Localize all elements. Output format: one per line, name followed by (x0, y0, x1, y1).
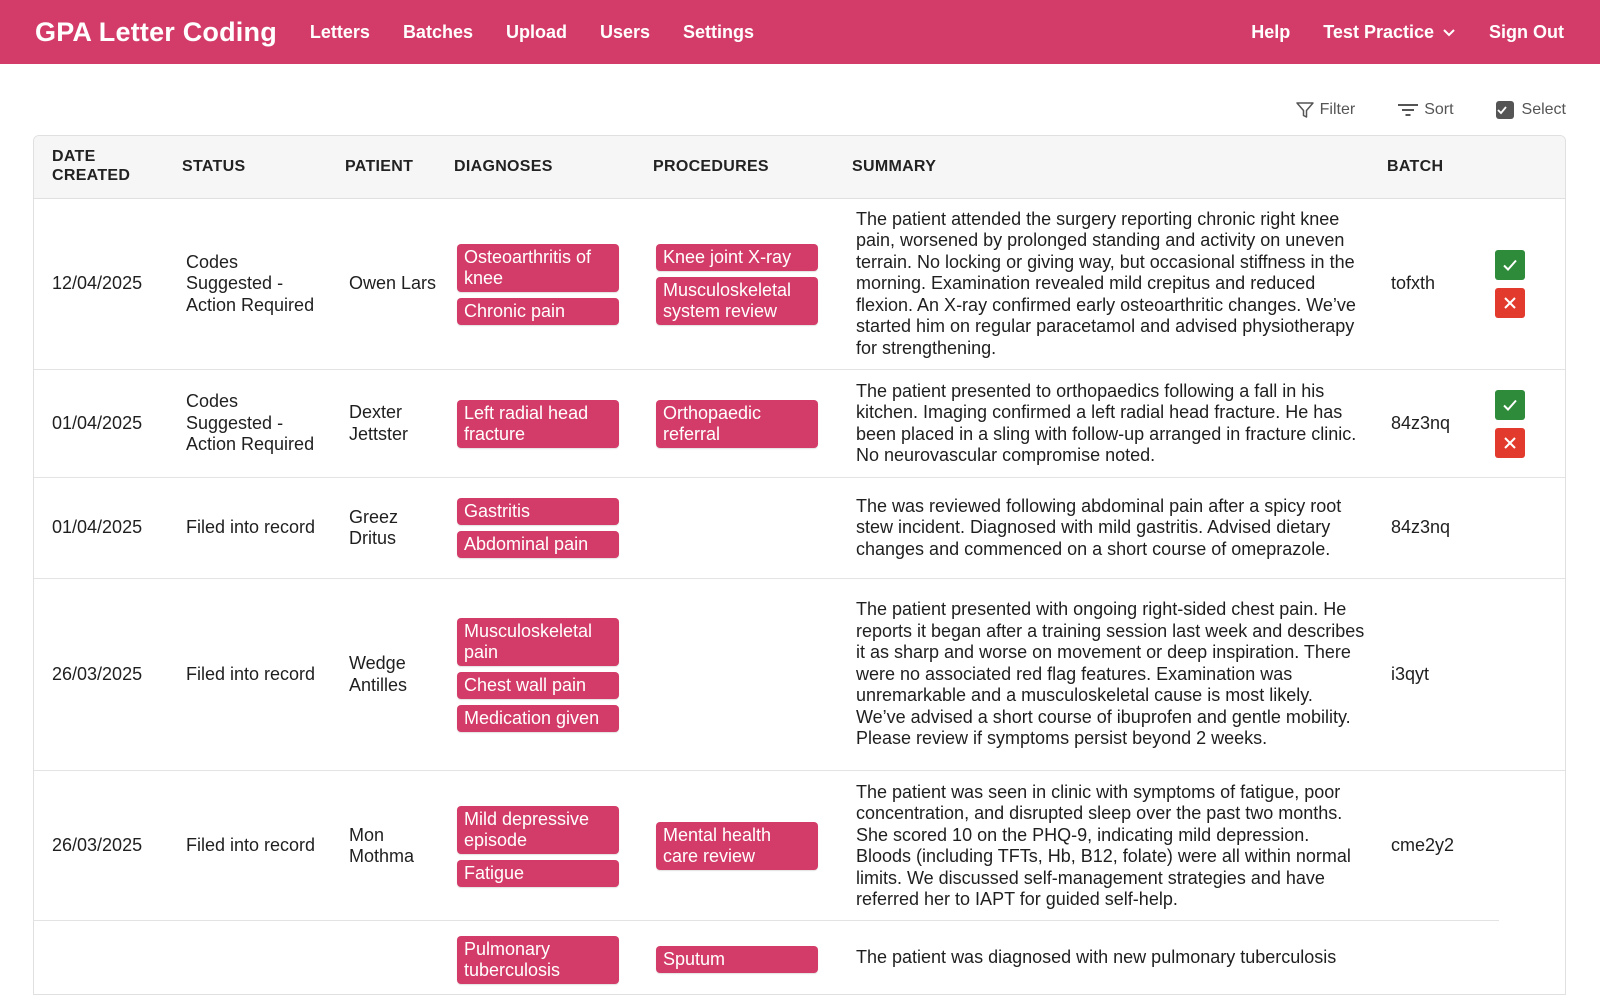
cell-procedures (656, 579, 818, 770)
cell-batch: cme2y2 (1391, 835, 1455, 856)
cell-actions (1492, 370, 1528, 477)
filter-button[interactable] (1295, 100, 1356, 120)
close-icon (1502, 435, 1518, 451)
checkmark-icon (1501, 396, 1519, 414)
diagnosis-tag[interactable]: Gastritis (457, 498, 619, 525)
nav-users[interactable]: Users (599, 21, 651, 42)
cell-summary: The patient was seen in clinic with symptoms of fatigue, poor concentration, and disrupted sleep over the past two months. She scored 10 on the PHQ-9, indicating mild depression. Bloods (including TFTs, Hb, B12, folate) were all within normal limits. We discussed self-management strategies and have referred her to IAPT for guided self-help. (856, 781, 1351, 909)
cell-patient: Mon Mothma (349, 824, 415, 866)
cell-batch: tofxth (1391, 273, 1436, 294)
cell-date: 12/04/2025 (52, 273, 143, 294)
diagnosis-tag[interactable]: Left radial head fracture (457, 400, 619, 448)
cell-procedures (656, 370, 818, 477)
cell-patient: Owen Lars (349, 273, 437, 294)
procedure-tag[interactable]: Orthopaedic referral (656, 400, 818, 448)
cell-diagnoses (457, 579, 619, 770)
cell-status: Filed into record (186, 517, 316, 538)
cell-summary: The was reviewed following abdominal pain after a spicy root stew incident. Diagnosed with mild gastritis. Advised dietary changes and commenced on a short course of omeprazole. (856, 495, 1342, 559)
chevron-down-icon (1442, 25, 1456, 39)
cell-patient: Wedge Antilles (349, 653, 408, 695)
cell-date: 01/04/2025 (52, 412, 143, 433)
cell-patient: Dexter Jettster (349, 402, 409, 444)
cell-patient: Greez Dritus (349, 506, 399, 548)
practice-dropdown[interactable] (1323, 22, 1456, 43)
cell-date: 26/03/2025 (52, 835, 143, 856)
cell-status: Filed into record (186, 663, 316, 684)
cell-summary: The patient presented with ongoing right-sided chest pain. He reports it began after a training session last week and describes it as sharp and worse on movement or deep inspiration. There were no associated red flag features. Examination was unremarkable and a musculoskeletal cause is most likely. We’ve advised a short course of ibuprofen and gentle mobility. Please review if symptoms persist beyond 2 weeks. (856, 599, 1365, 749)
cell-summary: The patient presented to orthopaedics following a fall in his kitchen. Imaging confirmed a left radial head fracture. He has been placed in a sling with follow-up arranged in fracture clinic. No neurovascular compromise noted. (856, 380, 1357, 465)
filter-label: Filter (1319, 101, 1356, 118)
reject-button[interactable] (1495, 428, 1525, 458)
table-row[interactable] (34, 771, 1565, 921)
cell-procedures (656, 199, 818, 369)
cell-actions (1492, 199, 1528, 369)
header-procedures[interactable]: PROCEDURES (653, 158, 769, 175)
nav-upload[interactable]: Upload (505, 21, 567, 42)
header-status[interactable]: STATUS (182, 158, 246, 175)
table-row[interactable] (34, 579, 1565, 771)
nav-help[interactable]: Help (1251, 21, 1291, 42)
cell-summary: The patient was diagnosed with new pulmonary tuberculosis (856, 947, 1337, 967)
diagnosis-tag[interactable]: Mild depressive episode (457, 806, 619, 854)
procedure-tag[interactable]: Musculoskeletal system review (656, 277, 818, 325)
user-nav (1251, 22, 1564, 43)
table-row[interactable] (34, 199, 1565, 370)
header-patient[interactable]: PATIENT (345, 158, 414, 175)
sign-out-link[interactable]: Sign Out (1489, 21, 1564, 42)
app-title[interactable]: GPA Letter Coding (35, 16, 277, 47)
diagnosis-tag[interactable]: Pulmonary tuberculosis (457, 936, 619, 984)
cell-procedures (656, 478, 818, 578)
header-batch[interactable]: BATCH (1387, 158, 1444, 175)
checkbox-icon (1496, 101, 1514, 119)
header-date-created[interactable] (52, 147, 130, 185)
cell-batch: 84z3nq (1391, 517, 1451, 538)
table-toolbar (1253, 100, 1566, 120)
close-icon (1502, 295, 1518, 311)
table-row[interactable] (34, 370, 1565, 478)
cell-procedures (656, 921, 818, 995)
main-nav (310, 22, 787, 43)
cell-batch: i3qyt (1391, 663, 1430, 684)
procedure-tag[interactable]: Mental health care review (656, 822, 818, 870)
cell-summary: The patient attended the surgery reporting chronic right knee pain, worsened by prolonged standing and activity on uneven terrain. No locking or giving way, but occasional stiffness in the morning. Examination revealed mild crepitus and reduced flexion. An X-ray confirmed early osteoarthritic changes. We’ve started him on regular paracetamol and advised physiotherapy for strengthening. (856, 208, 1356, 358)
filter-icon (1295, 100, 1315, 120)
cell-diagnoses (457, 478, 619, 578)
diagnosis-tag[interactable]: Abdominal pain (457, 531, 619, 558)
nav-letters[interactable]: Letters (309, 21, 370, 42)
sort-icon (1397, 100, 1419, 120)
table-row[interactable] (34, 478, 1565, 579)
diagnosis-tag[interactable]: Fatigue (457, 860, 619, 887)
cell-status: Codes Suggested - Action Required (186, 251, 315, 315)
cell-diagnoses (457, 771, 619, 921)
table-row[interactable] (34, 921, 1565, 995)
header-date-line2: CREATED (52, 167, 131, 184)
cell-date: 01/04/2025 (52, 517, 143, 538)
approve-button[interactable] (1495, 250, 1525, 280)
nav-batches[interactable]: Batches (402, 21, 473, 42)
sort-label: Sort (1424, 101, 1454, 118)
header-diagnoses[interactable]: DIAGNOSES (454, 158, 553, 175)
approve-button[interactable] (1495, 390, 1525, 420)
select-button[interactable] (1496, 101, 1566, 119)
cell-diagnoses (457, 370, 619, 477)
cell-diagnoses (457, 921, 619, 995)
diagnosis-tag[interactable]: Chest wall pain (457, 672, 619, 699)
cell-status: Filed into record (186, 835, 316, 856)
diagnosis-tag[interactable]: Chronic pain (457, 298, 619, 325)
reject-button[interactable] (1495, 288, 1525, 318)
header-date-line1: DATE (52, 148, 96, 165)
diagnosis-tag[interactable]: Medication given (457, 705, 619, 732)
diagnosis-tag[interactable]: Osteoarthritis of knee (457, 244, 619, 292)
checkmark-icon (1501, 256, 1519, 274)
diagnosis-tag[interactable]: Musculoskeletal pain (457, 618, 619, 666)
cell-procedures (656, 771, 818, 921)
cell-date: 26/03/2025 (52, 663, 143, 684)
practice-label: Test Practice (1323, 21, 1434, 42)
sort-button[interactable] (1397, 100, 1453, 120)
nav-settings[interactable]: Settings (683, 21, 755, 42)
cell-status: Codes Suggested - Action Required (186, 391, 315, 455)
procedure-tag[interactable]: Sputum (656, 946, 818, 973)
header-summary[interactable]: SUMMARY (852, 158, 937, 175)
select-label: Select (1521, 101, 1566, 118)
cell-batch: 84z3nq (1391, 412, 1451, 433)
letters-table (33, 135, 1566, 995)
table-header (34, 136, 1565, 199)
top-navigation-bar (0, 0, 1600, 64)
cell-diagnoses (457, 199, 619, 369)
procedure-tag[interactable]: Knee joint X-ray (656, 244, 818, 271)
